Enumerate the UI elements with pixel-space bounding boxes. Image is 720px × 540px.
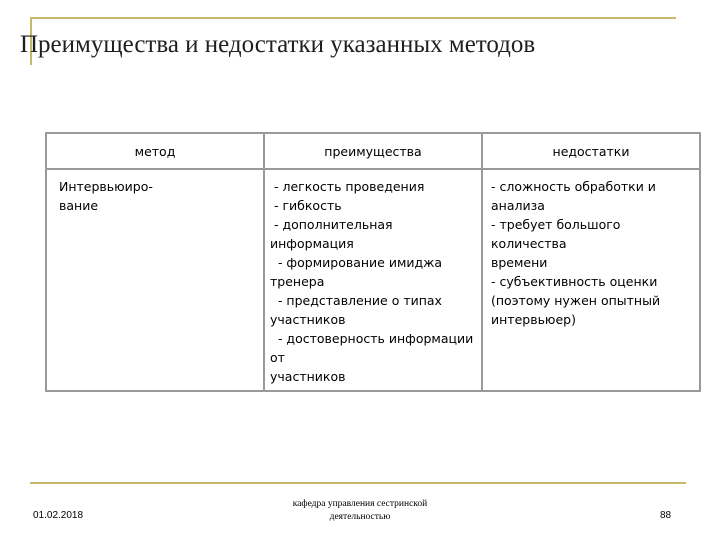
method-cell <box>46 169 264 391</box>
footer-department <box>255 498 465 524</box>
slide-title: Преимущества и недостатки указанных методов <box>20 31 536 58</box>
disadvantage-line: - субъективность оценки <box>491 274 658 289</box>
advantage-line: - дополнительная информация <box>270 217 397 251</box>
advantage-line: - гибкость <box>270 198 342 213</box>
advantage-line: - легкость проведения <box>270 179 425 194</box>
frame-bottom-line <box>30 482 686 484</box>
advantage-line: - достоверность информации от <box>270 331 478 365</box>
disadvantage-line: - требует большого количества <box>491 217 625 251</box>
frame-top-line <box>30 17 676 19</box>
footer-date: 01.02.2018 <box>33 510 84 521</box>
advantages-cell <box>264 169 482 391</box>
footer-department-line: деятельностью <box>329 512 391 522</box>
advantage-line: участников <box>270 312 346 327</box>
method-line: Интервьюиро- <box>59 179 153 194</box>
method-line: вание <box>59 198 99 213</box>
advantage-line: участников <box>270 369 346 384</box>
disadvantage-line: (поэтому нужен опытный <box>491 293 661 308</box>
advantage-line: - представление о типах <box>270 293 442 308</box>
disadvantages-cell <box>482 169 700 391</box>
advantage-line: - формирование имиджа <box>270 255 443 270</box>
table-row <box>46 169 700 391</box>
advantage-line: тренера <box>270 274 325 289</box>
disadvantage-line: времени <box>491 255 548 270</box>
footer-department-line: кафедра управления сестринской <box>292 499 428 509</box>
header-disadvantages: недостатки <box>482 133 700 169</box>
comparison-table <box>45 132 701 392</box>
table-header-row <box>46 133 700 169</box>
header-advantages: преимущества <box>264 133 482 169</box>
header-method: метод <box>46 133 264 169</box>
disadvantage-line: - сложность обработки и <box>491 179 656 194</box>
disadvantage-line: анализа <box>491 198 545 213</box>
disadvantage-line: интервьюер) <box>491 312 576 327</box>
page-number: 88 <box>660 510 672 521</box>
